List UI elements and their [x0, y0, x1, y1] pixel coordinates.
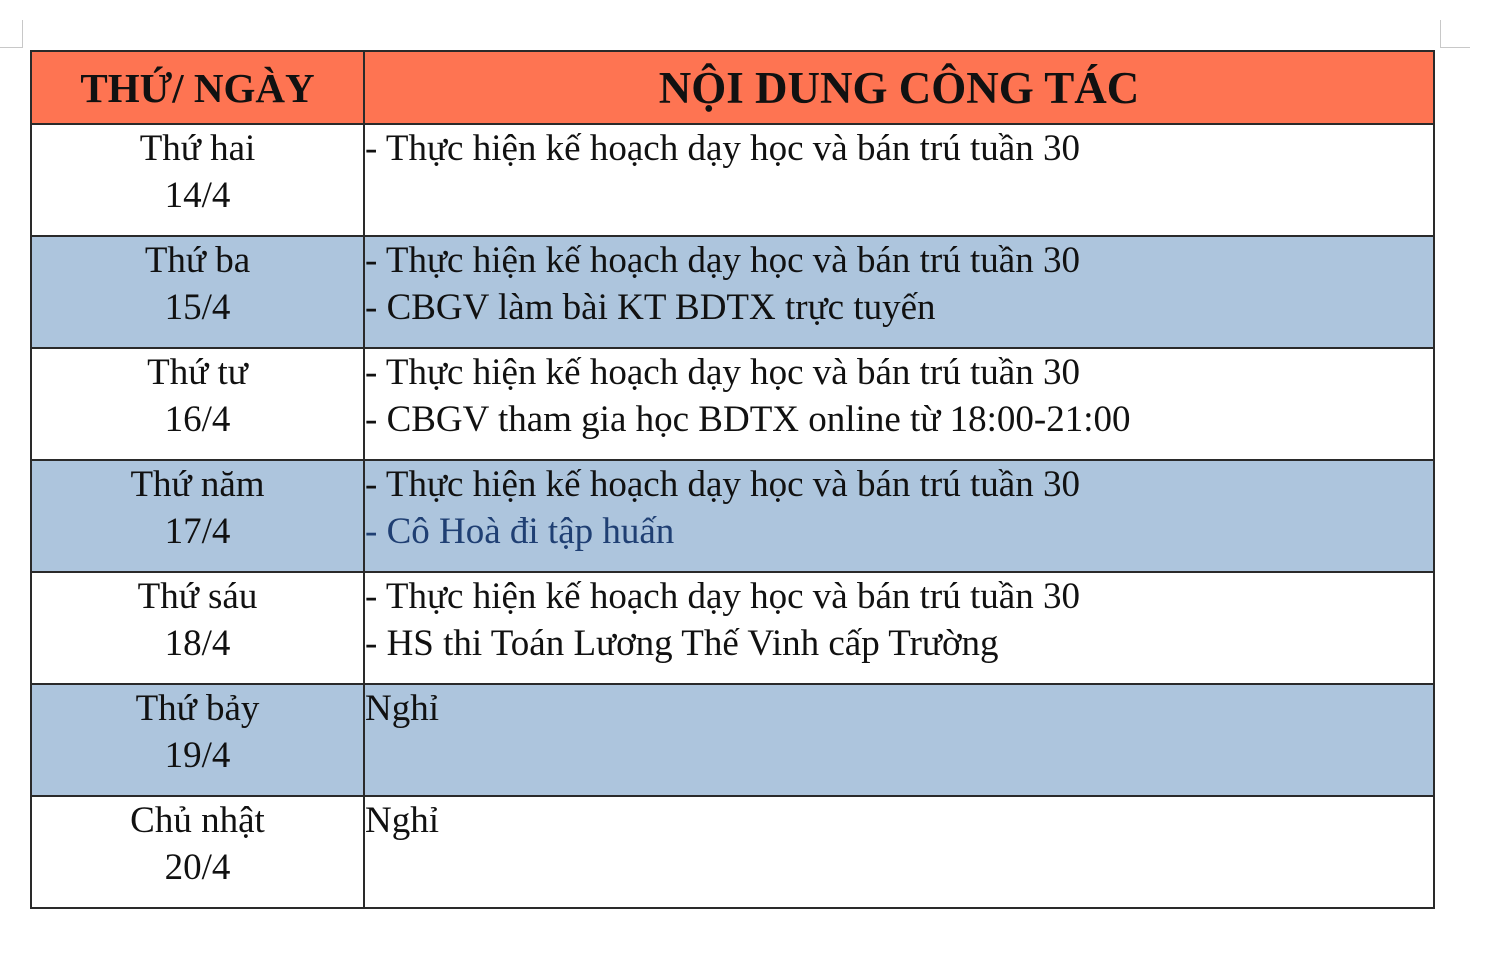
task-item: - HS thi Toán Lương Thế Vinh cấp Trường	[365, 623, 999, 664]
day-name: Chủ nhật	[130, 800, 265, 841]
task-item: Nghỉ	[365, 688, 439, 729]
page-corner-mark	[1440, 20, 1441, 48]
day-name: Thứ ba	[144, 240, 251, 281]
day-date: 15/4	[164, 287, 231, 328]
content-cell	[364, 460, 1434, 572]
table-row	[31, 124, 1434, 236]
content-cell	[364, 236, 1434, 348]
day-cell	[31, 124, 364, 236]
task-item: - CBGV làm bài KT BDTX trực tuyến	[365, 287, 936, 328]
header-row	[31, 51, 1434, 124]
day-cell	[31, 796, 364, 908]
table-row	[31, 460, 1434, 572]
table-row	[31, 348, 1434, 460]
table-row	[31, 684, 1434, 796]
task-item: - CBGV tham gia học BDTX online từ 18:00-21:00	[365, 399, 1131, 440]
day-cell	[31, 572, 364, 684]
task-item: - Thực hiện kế hoạch dạy học và bán trú tuần 30	[365, 128, 1080, 169]
day-date: 20/4	[164, 847, 231, 888]
day-date: 16/4	[164, 399, 231, 440]
day-cell	[31, 236, 364, 348]
weekly-schedule-table	[30, 50, 1435, 909]
content-cell	[364, 796, 1434, 908]
task-item: Nghỉ	[365, 800, 439, 841]
table-row	[31, 572, 1434, 684]
content-cell	[364, 684, 1434, 796]
day-cell	[31, 348, 364, 460]
content-column-header: NỘI DUNG CÔNG TÁC	[364, 51, 1434, 124]
table-row	[31, 796, 1434, 908]
task-item: - Thực hiện kế hoạch dạy học và bán trú tuần 30	[365, 240, 1080, 281]
day-name: Thứ bảy	[135, 688, 260, 729]
task-item: - Thực hiện kế hoạch dạy học và bán trú tuần 30	[365, 352, 1080, 393]
table-row	[31, 236, 1434, 348]
day-name: Thứ năm	[130, 464, 265, 505]
content-cell	[364, 572, 1434, 684]
day-cell	[31, 684, 364, 796]
day-name: Thứ sáu	[137, 576, 258, 617]
day-name: Thứ hai	[139, 128, 256, 169]
page-corner-mark	[0, 47, 22, 48]
day-date: 18/4	[164, 623, 231, 664]
day-cell	[31, 460, 364, 572]
day-date: 14/4	[164, 175, 231, 216]
task-item-highlighted: - Cô Hoà đi tập huấn	[365, 511, 675, 552]
task-item: - Thực hiện kế hoạch dạy học và bán trú tuần 30	[365, 464, 1080, 505]
page-corner-mark	[22, 20, 23, 48]
page-corner-mark	[1440, 47, 1470, 48]
content-cell	[364, 124, 1434, 236]
day-column-header: THỨ/ NGÀY	[31, 51, 364, 124]
content-cell	[364, 348, 1434, 460]
day-name: Thứ tư	[147, 352, 248, 393]
day-date: 17/4	[164, 511, 231, 552]
task-item: - Thực hiện kế hoạch dạy học và bán trú tuần 30	[365, 576, 1080, 617]
day-date: 19/4	[164, 735, 231, 776]
